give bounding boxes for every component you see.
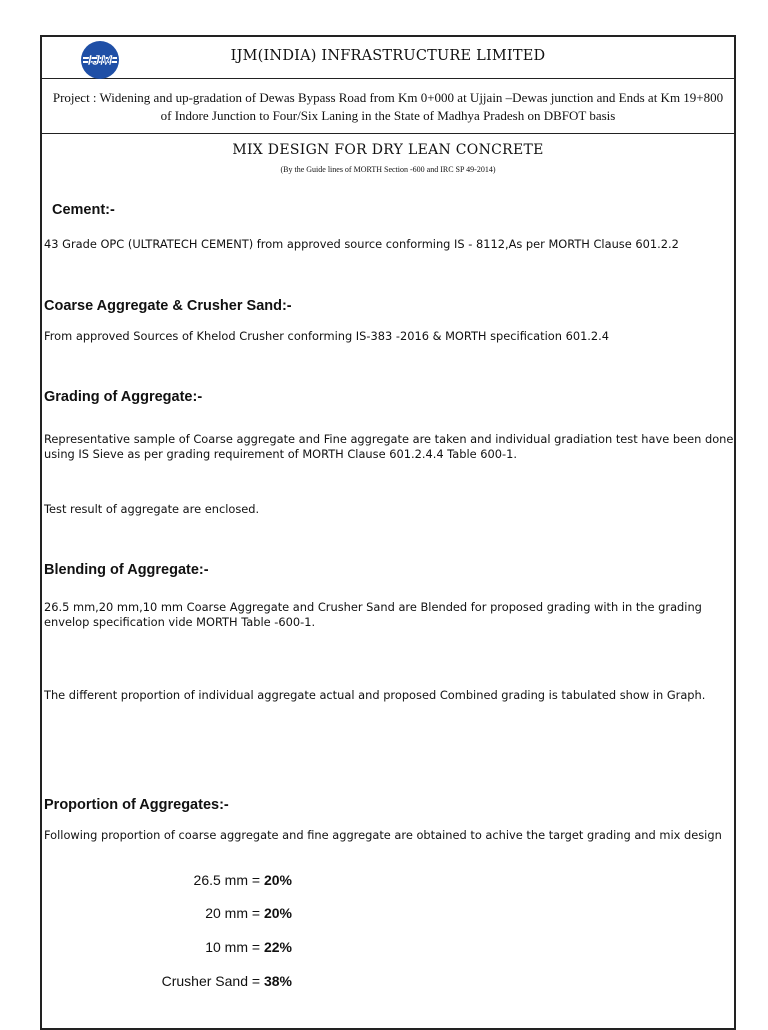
logo-text: IJM (87, 52, 113, 69)
coarse-aggregate-heading: Coarse Aggregate & Crusher Sand:- (44, 298, 292, 314)
proportion-value: 22% (263, 939, 292, 955)
coarse-aggregate-text: From approved Sources of Khelod Crusher conforming IS-383 -2016 & MORTH specification 601.2.4 (44, 329, 610, 343)
proportion-item (42, 973, 292, 989)
cement-text: 43 Grade OPC (ULTRATECH CEMENT) from approved source conforming IS - 8112,As per MORTH Clause 601.2.2 (44, 237, 679, 251)
document-title: MIX DESIGN FOR DRY LEAN CONCRETE (232, 142, 544, 158)
blending-heading: Blending of Aggregate:- (44, 562, 209, 578)
test-result-text: Test result of aggregate are enclosed. (44, 502, 260, 516)
proportion-item (42, 872, 292, 888)
proportion-label: 26.5 mm = (193, 872, 264, 888)
cement-heading: Cement:- (52, 202, 115, 218)
proportion-value: 20% (263, 872, 292, 888)
proportion-item (42, 905, 292, 921)
proportion-label: 20 mm = (205, 905, 264, 921)
company-header (42, 37, 734, 79)
company-name: IJM(INDIA) INFRASTRUCTURE LIMITED (230, 48, 546, 64)
proportion-text: Following proportion of coarse aggregate and fine aggregate are obtained to achive the target grading and mix design (44, 828, 722, 842)
proportion-label: 10 mm = (205, 939, 264, 955)
project-description: Project : Widening and up-gradation of Dewas Bypass Road from Km 0+000 at Ujjain –Dewas junction and Ends at Km 19+800 of Indore Junction to Four/Six Laning in the State of Madhya Pradesh on DBFOT basis (52, 90, 724, 123)
proportion-graph-text: The different proportion of individual aggregate actual and proposed Combined grading is tabulated show in Graph. (44, 688, 706, 702)
proportion-item (42, 939, 292, 955)
blending-text: 26.5 mm,20 mm,10 mm Coarse Aggregate and Crusher Sand are Blended for proposed grading with in the grading envelop specification vide MORTH Table -600-1. (44, 600, 702, 629)
document-frame (40, 35, 736, 1030)
grading-heading: Grading of Aggregate:- (44, 389, 203, 405)
proportion-heading: Proportion of Aggregates:- (44, 797, 229, 813)
grading-text: Representative sample of Coarse aggregate and Fine aggregate are taken and individual gradiation test have been done using IS Sieve as per grading requirement of MORTH Clause 601.2.4.4 Table 600-1. (44, 432, 734, 461)
proportion-value: 38% (263, 973, 292, 989)
proportion-label: Crusher Sand = (161, 973, 264, 989)
document-subtitle: (By the Guide lines of MORTH Section -600 and IRC SP 49-2014) (280, 165, 496, 174)
project-row (42, 79, 734, 134)
proportion-value: 20% (263, 905, 292, 921)
